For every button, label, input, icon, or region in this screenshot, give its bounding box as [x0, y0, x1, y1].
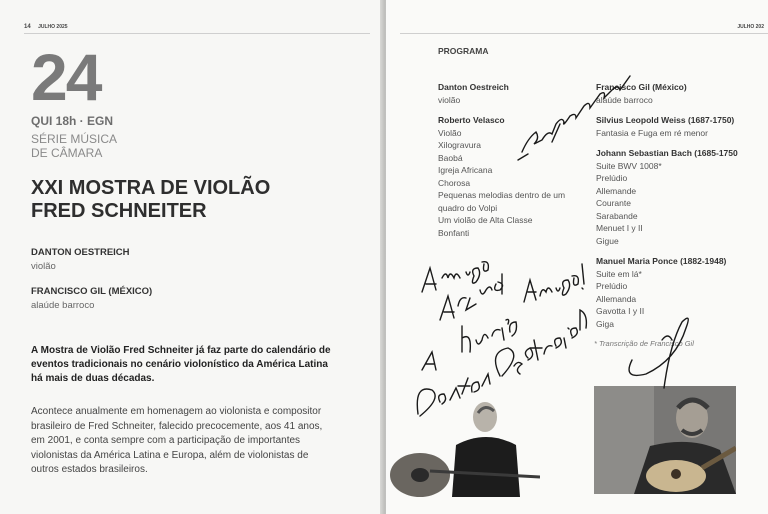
work-title: Baobá: [438, 152, 463, 163]
artist-instrument-2: alaúde barroco: [31, 300, 95, 311]
work-title: Violão: [438, 127, 462, 138]
event-series: [31, 132, 117, 160]
body-paragraph: Acontece anualmente em homenagem ao violonista e compositor brasileiro de Fred Schneiter, falecido precocemente, aos 41 anos, em 2001, e conta sempre com a participação de importantes violonistas da América Latina e Europa, além de violonistas de outros estados brasileiros.: [31, 406, 323, 475]
work-title: Um violão de Alta Classe: [438, 215, 533, 225]
header-rule-right: [400, 33, 768, 34]
work-title: Gavotta I y II: [596, 306, 645, 316]
title-line-1: XXI MOSTRA DE VIOLÃO: [31, 177, 271, 199]
intro-paragraph: A Mostra de Violão Fred Schneiter já faz parte do calendário de eventos tradicionais no cenário violonístico da América Latina há mais de duas décadas.: [31, 345, 331, 384]
work-title: Prelúdio: [596, 173, 628, 183]
program-column-1: [438, 81, 588, 239]
work-title: Suite BWV 1008*: [596, 160, 662, 171]
performer-name: Danton Oestreich: [438, 82, 509, 92]
lute-player-photo: [594, 386, 736, 494]
guitarist-photo: [390, 393, 540, 497]
work-title: Bonfanti: [438, 227, 470, 238]
programa-title: PROGRAMA: [438, 46, 489, 56]
header-date-right: JULHO 202: [737, 24, 764, 30]
work-title: Allemande: [596, 185, 637, 196]
artist-instrument-1: violão: [31, 261, 56, 272]
performer-instrument: alaúde barroco: [596, 94, 653, 105]
performer-instrument: violão: [438, 94, 461, 105]
program-column-2: [596, 81, 768, 330]
performer-name: Francisco Gil (México): [596, 82, 687, 92]
page-number: 14: [24, 24, 31, 30]
title-line-2: FRED SCHNEITER: [31, 200, 207, 222]
composer-name: Johann Sebastian Bach (1685-1750: [596, 148, 738, 158]
work-title: Allemanda: [596, 293, 637, 304]
work-title: quadro do Volpi: [438, 202, 498, 213]
event-time: QUI 18h · EGN: [31, 114, 114, 128]
work-title: Menuet I y II: [596, 223, 643, 233]
work-title: Sarabande: [596, 210, 638, 221]
transcription-footnote: * Transcrição de Francisco Gil: [594, 339, 694, 348]
series-line-1: SÉRIE MÚSICA: [31, 132, 118, 146]
left-page-header: [24, 24, 68, 30]
composer-name: Roberto Velasco: [438, 115, 505, 125]
work-title: Prelúdio: [596, 281, 628, 291]
header-date-left: JULHO 2025: [38, 24, 68, 30]
work-title: Xilogravura: [438, 140, 481, 150]
work-title: Pequenas melodias dentro de um: [438, 190, 566, 200]
work-title: Giga: [596, 318, 614, 329]
header-rule-left: [24, 33, 370, 34]
work-title: Fantasia e Fuga em ré menor: [596, 127, 708, 138]
composer-name: Silvius Leopold Weiss (1687-1750): [596, 115, 735, 125]
series-line-2: DE CÂMARA: [31, 146, 103, 160]
event-title: [31, 177, 270, 223]
work-title: Igreja Africana: [438, 165, 493, 175]
work-title: Suite em lá*: [596, 268, 642, 279]
artist-name-1: DANTON OESTREICH: [31, 247, 130, 258]
composer-name: Manuel Maria Ponce (1882-1948): [596, 256, 727, 266]
event-day: 24: [31, 40, 101, 114]
artist-name-2: FRANCISCO GIL (MÉXICO): [31, 286, 153, 297]
work-title: Chorosa: [438, 177, 471, 188]
work-title: Courante: [596, 198, 631, 208]
work-title: Gigue: [596, 235, 619, 246]
